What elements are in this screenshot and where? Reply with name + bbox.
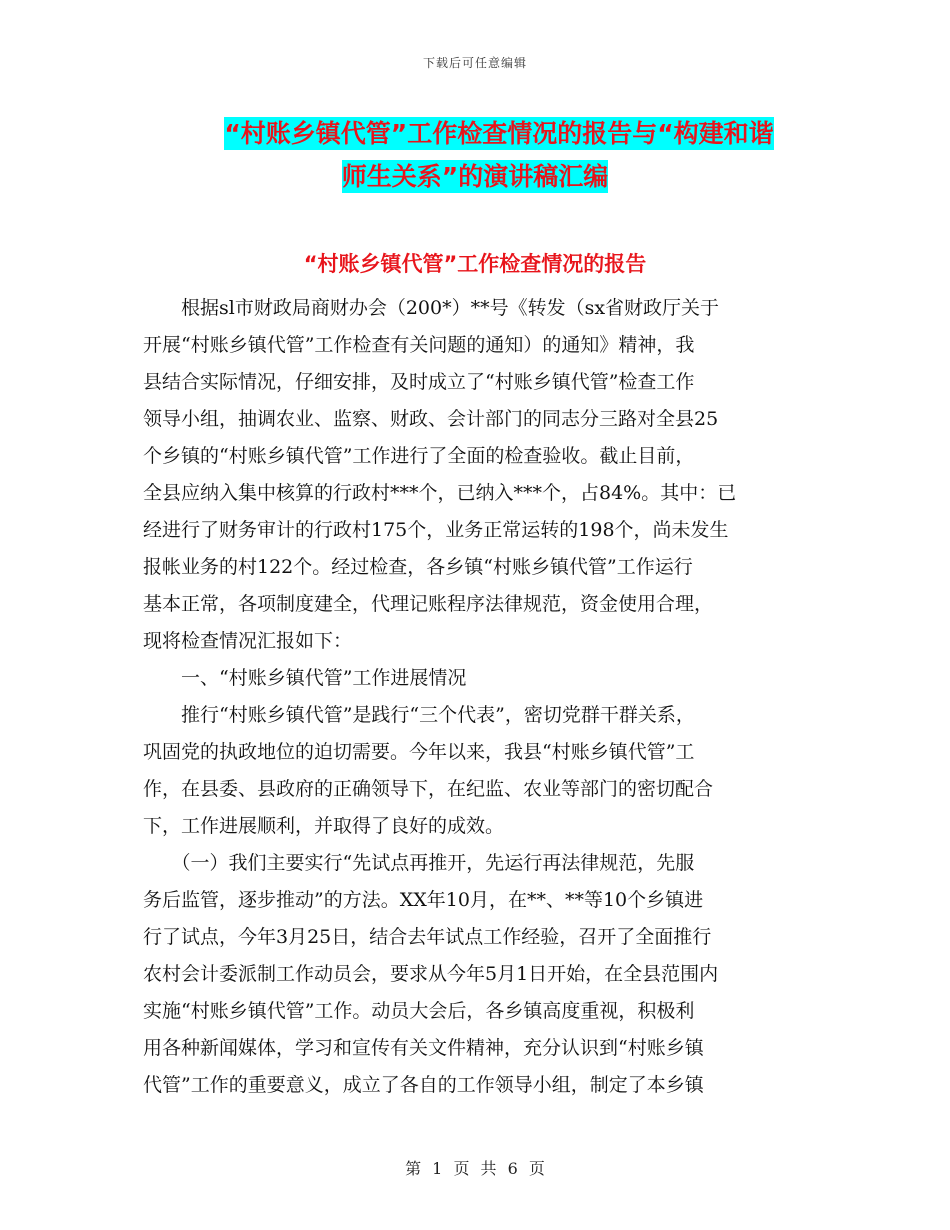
body-line: （一）我们主要实行“先试点再推开，先运行再法律规范，先服 [143, 852, 695, 874]
body-line: 实施“村账乡镇代管”工作。动员大会后，各乡镇高度重视，积极利 [143, 1000, 695, 1022]
body-line: 报帐业务的村122个。经过检查，各乡镇“村账乡镇代管”工作运行 [143, 556, 693, 578]
body-line: 个乡镇的“村账乡镇代管”工作进行了全面的检查验收。截止目前， [143, 445, 695, 467]
body-line: 务后监管，逐步推动”的方法。XX年10月，在**、**等10个乡镇进 [143, 889, 704, 911]
body-line: 推行“村账乡镇代管”是践行“三个代表”，密切党群干群关系， [143, 704, 695, 726]
body-line: 现将检查情况汇报如下： [143, 630, 353, 652]
body-heading: 一、“村账乡镇代管”工作进展情况 [143, 667, 467, 689]
body-line: 代管”工作的重要意义，成立了各自的工作领导小组，制定了本乡镇 [143, 1074, 704, 1096]
body-line: 下，工作进展顺利，并取得了良好的成效。 [143, 815, 505, 837]
page-number-footer: 第 1 页 共 6 页 [405, 1159, 545, 1178]
body-line: 巩固党的执政地位的迫切需要。今年以来，我县“村账乡镇代管”工 [143, 741, 695, 763]
body-line: 基本正常，各项制度建全，代理记账程序法律规范，资金使用合理， [143, 593, 714, 615]
body-line: 县结合实际情况，仔细安排，及时成立了“村账乡镇代管”检查工作 [143, 371, 695, 393]
document-title-text-1: “村账乡镇代管”工作检查情况的报告与“构建和谐 [224, 119, 774, 148]
body-line: 领导小组，抽调农业、监察、财政、会计部门的同志分三路对全县25 [143, 408, 719, 430]
body-line: 开展“村账乡镇代管”工作检查有关问题的通知）的通知》精神，我 [143, 334, 695, 356]
body-line: 经进行了财务审计的行政村175个，业务正常运转的198个，尚未发生 [143, 519, 729, 541]
document-title-line-2 [0, 157, 950, 193]
body-line: 行了试点，今年3月25日，结合去年试点工作经验，召开了全面推行 [143, 926, 712, 948]
body-line: 农村会计委派制工作动员会，要求从今年5月1日开始，在全县范围内 [143, 963, 719, 985]
body-line: 作，在县委、县政府的正确领导下，在纪监、农业等部门的密切配合 [143, 778, 714, 800]
body-line: 全县应纳入集中核算的行政村***个，已纳入***个，占84%。其中：已 [143, 482, 737, 504]
body-line: 用各种新闻媒体，学习和宣传有关文件精神，充分认识到“村账乡镇 [143, 1037, 704, 1059]
document-title-line-1 [0, 114, 950, 150]
header-note: 下载后可任意编辑 [422, 56, 527, 70]
body-line: 根据sl市财政局商财办会（200*）**号《转发（sx省财政厅关于 [143, 297, 720, 319]
section-title: “村账乡镇代管”工作检查情况的报告 [303, 252, 647, 276]
document-title-text-2: 师生关系”的演讲稿汇编 [341, 162, 609, 191]
